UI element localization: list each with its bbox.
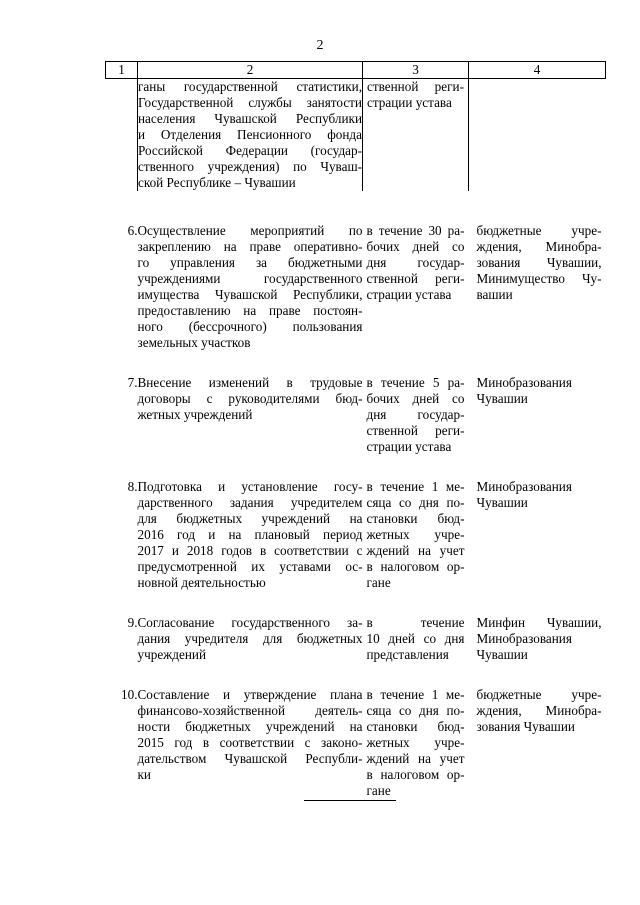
text-line: договоры с руководителями бюд- — [137, 391, 363, 406]
text-line: для бюджетных учреждений на — [137, 511, 363, 526]
text-line: новной деятельностью — [137, 575, 266, 590]
header-col-1: 1 — [106, 62, 138, 79]
deadline-text — [363, 223, 469, 351]
text-line: становки бюд- — [366, 719, 465, 734]
text-line: жетных учре- — [366, 527, 465, 542]
text-line: ждений на учет — [366, 543, 465, 558]
text-line: Подготовка и установление госу- — [137, 479, 363, 494]
executor-text — [469, 615, 606, 663]
measure-text — [138, 223, 363, 351]
text-line: гане — [366, 575, 391, 590]
table-row — [106, 687, 606, 799]
executor-text — [469, 375, 606, 455]
text-line: в налоговом ор- — [366, 767, 465, 782]
text-line: ственной реги- — [366, 423, 465, 438]
row-spacer — [106, 455, 606, 479]
row-number: 10. — [121, 687, 138, 702]
row-number: 6. — [127, 223, 138, 238]
row-spacer — [106, 351, 606, 375]
text-line: в течение 1 ме- — [366, 479, 465, 494]
text-line: в течение 5 ра- — [366, 375, 465, 390]
text-line: дания учредителя для бюджетных — [137, 631, 363, 646]
text-line: ственного учреждения) по Чуваш- — [138, 159, 362, 174]
table-header-row — [106, 62, 606, 79]
text-line: жетных учреждений — [137, 407, 253, 422]
text-line: Чувашии — [476, 391, 528, 406]
text-line: дательством Чувашской Республи- — [137, 751, 363, 766]
text-line: бочих дней со — [366, 239, 465, 254]
text-line: в течение — [366, 615, 465, 630]
text-line: гане — [366, 783, 391, 798]
deadline-text — [363, 79, 469, 192]
text-line: ской Республике – Чувашии — [138, 175, 296, 190]
table-row — [106, 479, 606, 591]
text-line: учреждениями государственного — [137, 271, 363, 286]
measure-text — [138, 79, 363, 192]
executor-text — [469, 687, 606, 799]
text-line: и Отделения Пенсионного фонда — [138, 127, 362, 142]
text-line: Государственной службы занятости — [138, 95, 362, 110]
text-line: жетных учре- — [366, 735, 465, 750]
text-line: ственной реги- — [366, 271, 465, 286]
text-line: учреждений — [137, 647, 207, 662]
text-line: Чувашии — [476, 647, 528, 662]
text-line: 2016 год и на плановый период — [137, 527, 363, 542]
text-line: дня государ- — [366, 407, 465, 422]
text-line: в течение 30 ра- — [366, 223, 465, 238]
text-line: сяца со дня по- — [366, 703, 465, 718]
text-line: закреплению на праве оперативно- — [137, 239, 363, 254]
header-col-2: 2 — [138, 62, 363, 79]
text-line: предоставлению на праве постоян- — [137, 303, 363, 318]
row-number: 8. — [127, 479, 138, 494]
text-line: зования Чувашии, — [476, 255, 602, 270]
text-line: ности бюджетных учреждений на — [137, 719, 363, 734]
measure-text — [138, 479, 363, 591]
text-line: ганы государственной статистики, — [138, 79, 362, 94]
text-line: Минобразования — [476, 479, 572, 494]
text-line: ждений на учет — [366, 751, 465, 766]
text-line: Чувашии — [476, 495, 528, 510]
measure-text — [138, 615, 363, 663]
text-line: Минобразования — [476, 631, 572, 646]
text-line: дня государ- — [366, 255, 465, 270]
text-line: страции устава — [367, 95, 452, 110]
text-line: Минфин Чувашии, — [476, 615, 602, 630]
executor-text — [469, 479, 606, 591]
row-number: 9. — [127, 615, 138, 630]
text-line: зования Чувашии — [476, 719, 575, 734]
table-row-continuation — [106, 79, 606, 192]
text-line: ждения, Минобра- — [476, 239, 602, 254]
text-line: сяца со дня по- — [366, 495, 465, 510]
row-spacer — [106, 663, 606, 687]
text-line: страции устава — [366, 287, 452, 302]
text-line: Минимущество Чу- — [476, 271, 602, 286]
text-line: бюджетные учре- — [476, 223, 602, 238]
row-spacer — [106, 191, 606, 223]
text-line: представления — [366, 647, 449, 662]
deadline-text — [363, 687, 469, 799]
text-line: ждения, Минобра- — [476, 703, 602, 718]
text-line: в налоговом ор- — [366, 559, 465, 574]
table-row — [106, 615, 606, 663]
text-line: предусмотренной их уставами ос- — [137, 559, 363, 574]
text-line: ки — [137, 767, 151, 782]
deadline-text — [363, 615, 469, 663]
measures-table — [105, 61, 606, 799]
text-line: земельных участков — [137, 335, 251, 350]
text-line: 2015 год в соответствии с законо- — [137, 735, 363, 750]
header-col-3: 3 — [363, 62, 469, 79]
text-line: финансово-хозяйственной деятель- — [137, 703, 363, 718]
executor-text — [469, 79, 606, 192]
text-line: страции устава — [366, 439, 452, 454]
text-line: становки бюд- — [366, 511, 465, 526]
text-line: бюджетные учре- — [476, 687, 602, 702]
deadline-text — [363, 479, 469, 591]
row-number: 7. — [127, 375, 138, 390]
table-row — [106, 375, 606, 455]
row-spacer — [106, 591, 606, 615]
text-line: Российской Федерации (государ- — [138, 143, 362, 158]
measure-text — [138, 687, 363, 799]
text-line: Составление и утверждение плана — [137, 687, 363, 702]
text-line: населения Чувашской Республики — [138, 111, 362, 126]
signature-divider — [304, 800, 396, 801]
text-line: Согласование государственного за- — [137, 615, 363, 630]
deadline-text — [363, 375, 469, 455]
text-line: дарственного задания учредителем — [137, 495, 363, 510]
text-line: в течение 1 ме- — [366, 687, 465, 702]
text-line: вашии — [476, 287, 513, 302]
measure-text — [138, 375, 363, 455]
text-line: Внесение изменений в трудовые — [137, 375, 363, 390]
text-line: 2017 и 2018 годов в соответствии с — [137, 543, 363, 558]
text-line: го управления за бюджетными — [137, 255, 363, 270]
text-line: Осуществление мероприятий по — [137, 223, 363, 238]
table-row — [106, 223, 606, 351]
text-line: ственной реги- — [367, 79, 464, 94]
text-line: 10 дней со дня — [366, 631, 465, 646]
text-line: бочих дней со — [366, 391, 465, 406]
text-line: имущества Чувашской Республики, — [137, 287, 363, 302]
header-col-4: 4 — [469, 62, 606, 79]
page-number: 2 — [316, 38, 324, 53]
table-body — [106, 79, 606, 800]
executor-text — [469, 223, 606, 351]
row-number — [106, 79, 138, 192]
text-line: ного (бессрочного) пользования — [137, 319, 363, 334]
text-line: Минобразования — [476, 375, 572, 390]
